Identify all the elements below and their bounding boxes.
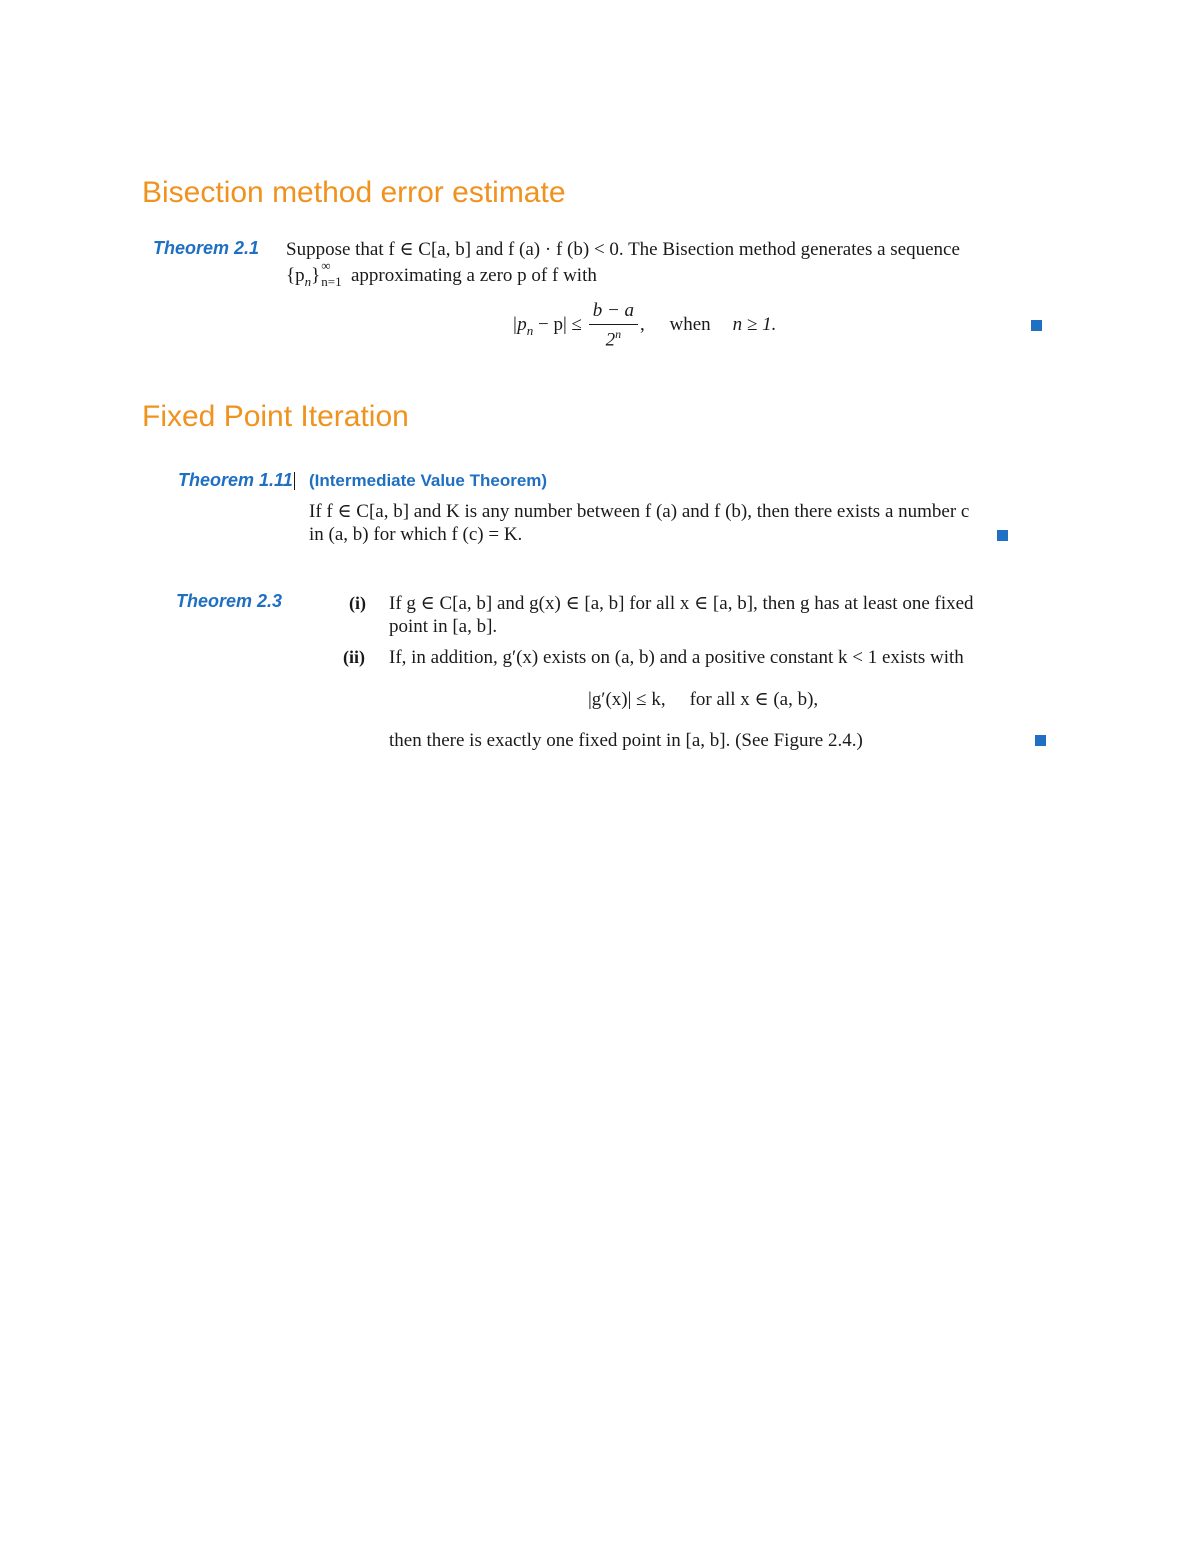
theorem-title: (Intermediate Value Theorem) [309, 471, 548, 490]
theorem-text-line: If f ∈ C[a, b] and K is any number between f (a) and f (b), then there exists a number c [309, 501, 970, 522]
text-cursor-icon [294, 472, 295, 490]
theorem-text-line: point in [a, b]. [389, 616, 498, 637]
theorem-text-line: If g ∈ C[a, b] and g(x) ∈ [a, b] for all x ∈ [a, b], then g has at least one fixed [389, 593, 974, 614]
item-number: (ii) [343, 647, 365, 667]
theorem-text-line: $\{p_n\}$ ∞ n=1 approximating a zero p of f with [286, 258, 597, 289]
theorem-label: Theorem 2.1 [153, 238, 260, 258]
section-heading-bisection: Bisection method error estimate [142, 176, 566, 209]
theorem-text-line: Suppose that f ∈ C[a, b] and f (a) · f (b) < 0. The Bisection method generates a sequence [286, 239, 960, 260]
end-of-theorem-icon [1035, 735, 1046, 746]
theorem-label: Theorem 2.3 [176, 591, 283, 611]
item-number: (i) [349, 593, 366, 613]
end-of-theorem-icon [1031, 320, 1042, 331]
theorem-label: Theorem 1.11 [178, 470, 293, 490]
section-heading-fixed-point: Fixed Point Iteration [142, 400, 409, 433]
theorem-text-line: then there is exactly one fixed point in [a, b]. (See Figure 2.4.) [389, 730, 863, 751]
end-of-theorem-icon [997, 530, 1008, 541]
theorem-text-line: If, in addition, g′(x) exists on (a, b) and a positive constant k < 1 exists with [389, 647, 964, 668]
error-bound-equation: $|p_n - p|$ ≤ $\frac{b - a}{2^n}$ , when n ≥ 1. [512, 300, 777, 351]
derivative-bound-equation: |g′(x)| ≤ k, for all x ∈ (a, b), [588, 689, 819, 710]
theorem-text-line: in (a, b) for which f (c) = K. [309, 524, 523, 545]
